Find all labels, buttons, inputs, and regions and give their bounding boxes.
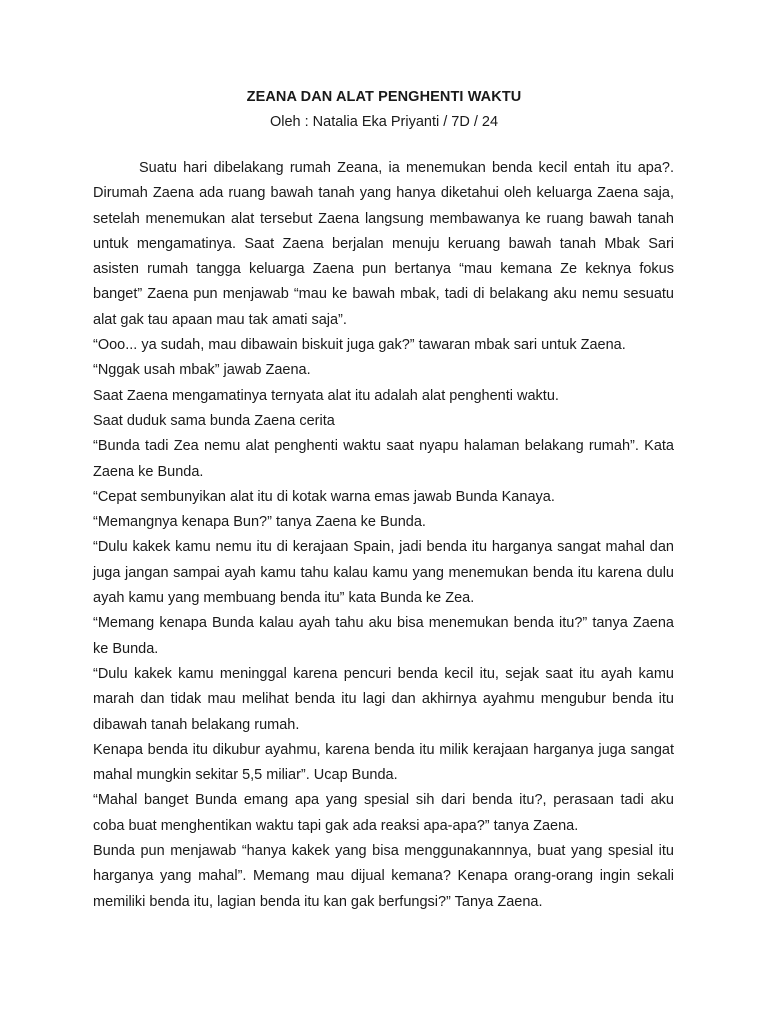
paragraph: “Ooo... ya sudah, mau dibawain biskuit juga gak?” tawaran mbak sari untuk Zaena. (93, 337, 626, 354)
paragraph: “Nggak usah mbak” jawab Zaena. (93, 362, 311, 379)
paragraph: Suatu hari dibelakang rumah Zeana, ia menemukan benda kecil entah itu apa?. Dirumah Zaena ada ruang bawah tanah yang hanya diketahui oleh keluarga Zaena saja, setelah menemukan alat tersebut Zaena langsung membawanya ke ruang bawah tanah untuk mengamatinya. Saat Zaena berjalan menuju keruang bawah tanah Mbak Sari asisten rumah tangga keluarga Zaena pun bertanya “mau kemana Ze keknya fokus banget” Zaena pun menjawab “mau ke bawah mbak, tadi di belakang aku nemu sesuatu alat gak tau apaan mau tak amati saja”. (93, 160, 674, 328)
document-header (0, 86, 768, 133)
paragraph: “Dulu kakek kamu meninggal karena pencuri benda kecil itu, sejak saat itu ayah kamu marah dan tidak mau melihat benda itu lagi dan akhirnya ayahmu mengubur benda itu dibawah tanah belakang rumah. (93, 665, 674, 733)
paragraph: “Dulu kakek kamu nemu itu di kerajaan Spain, jadi benda itu harganya sangat mahal dan juga jangan sampai ayah kamu tahu kalau kamu yang menemukan benda itu karena dulu ayah kamu yang membuang benda itu” kata Bunda ke Zea. (93, 539, 674, 607)
document-author: Oleh : Natalia Eka Priyanti / 7D / 24 (269, 114, 499, 130)
document-title: ZEANA DAN ALAT PENGHENTI WAKTU (246, 89, 522, 105)
paragraph: “Mahal banget Bunda emang apa yang spesial sih dari benda itu?, perasaan tadi aku coba buat menghentikan waktu tapi gak ada reaksi apa-apa?” tanya Zaena. (93, 792, 674, 834)
paragraph: Kenapa benda itu dikubur ayahmu, karena benda itu milik kerajaan harganya juga sangat mahal mungkin sekitar 5,5 miliar”. Ucap Bunda. (93, 741, 674, 784)
paragraph: “Memang kenapa Bunda kalau ayah tahu aku bisa menemukan benda itu?” tanya Zaena ke Bunda. (93, 615, 674, 657)
paragraph: Saat duduk sama bunda Zaena cerita (93, 412, 335, 429)
paragraph: “Cepat sembunyikan alat itu di kotak warna emas jawab Bunda Kanaya. (93, 488, 555, 505)
paragraph: Saat Zaena mengamatinya ternyata alat itu adalah alat penghenti waktu. (93, 387, 559, 404)
document-body (93, 156, 674, 915)
paragraph: Bunda pun menjawab “hanya kakek yang bisa menggunakannnya, buat yang spesial itu harganya yang mahal”. Memang mau dijual kemana? Kenapa orang-orang ingin sekali memiliki benda itu, lagian benda itu kan gak berfungsi?” Tanya Zaena. (93, 843, 674, 910)
paragraph: “Bunda tadi Zea nemu alat penghenti waktu saat nyapu halaman belakang rumah”. Kata Zaena ke Bunda. (93, 438, 674, 480)
paragraph: “Memangnya kenapa Bun?” tanya Zaena ke Bunda. (93, 514, 426, 531)
